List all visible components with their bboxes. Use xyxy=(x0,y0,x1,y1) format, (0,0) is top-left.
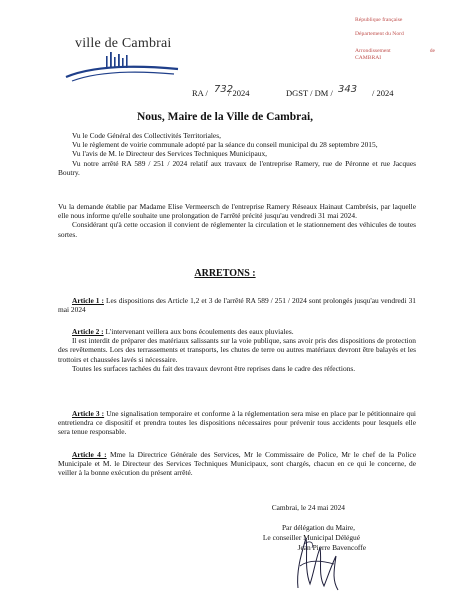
article-2-paragraph: Toutes les surfaces tachées du fait des travaux devront être reprises dans le cadre des réfections. xyxy=(72,363,356,373)
arrondissement-de: de xyxy=(429,48,435,54)
article-text: Une signalisation temporaire et conforme à la réglementation sera mise en place par le pétitionnaire qui entretiendra ce dispositif et prendra toutes les dispositions nécessaires pour prévenir tous accidents pour lesquels elle sera tenue responsable. xyxy=(58,409,416,437)
considerations-block xyxy=(58,131,416,177)
signatory-name: Jean Pierre Bavencoffe xyxy=(297,543,366,552)
arretons-heading: ARRETONS : xyxy=(194,268,256,279)
ra-label: RA / xyxy=(192,88,208,98)
consideration-line: Vu l'avis de M. le Directeur des Services Techniques Municipaux, xyxy=(72,149,268,159)
dgst-number: 343 xyxy=(338,84,358,95)
article-label: Article 1 : xyxy=(72,296,104,305)
city-logo-text: ville de Cambrai xyxy=(75,36,172,51)
arrondissement-block xyxy=(355,48,435,63)
considerant-paragraph: Considérant qu'à cette occasion il convient de réglementer la circulation et le stationnement des véhicules de toutes sortes. xyxy=(58,220,416,239)
signatory-role: Le conseiller Municipal Délégué xyxy=(262,533,360,542)
article-text: Mme la Directrice Générale des Services, Mr le Commissaire de Police, Mr le chef de la Police Municipale et M. le Directeur des Services Techniques Municipaux, sont chargés, chacun en ce qui le concerne, de veiller à la bonne exécution du présent arrêté. xyxy=(58,450,416,478)
document-title: Nous, Maire de la Ville de Cambrai, xyxy=(136,111,314,123)
place-date: Cambrai, le 24 mai 2024 xyxy=(271,503,345,512)
dgst-year: / 2024 xyxy=(372,88,394,98)
article-text: L'intervenant veillera aux bons écoulements des eaux pluviales. xyxy=(105,327,294,336)
article-2-paragraph: Il est interdit de préparer des matériaux salissants sur la voie publique, sans avoir pris des dispositions de protection des revêtements. Lors des terrassements et transports, les chutes de terre ou autres matériaux devront être balayés et les trottoirs et chaussées lavés si nécessaire. xyxy=(58,336,416,364)
article-label: Article 4 : xyxy=(72,450,107,459)
article-label: Article 3 : xyxy=(72,409,105,418)
arrondissement-name: CAMBRAI xyxy=(355,55,382,62)
cathedral-skyline-icon xyxy=(62,50,182,84)
republique-label: République française xyxy=(355,17,403,23)
delegation-line: Par délégation du Maire, xyxy=(281,523,355,532)
departement-label: Département du Nord xyxy=(355,31,404,37)
article-1 xyxy=(58,296,416,314)
reference-line xyxy=(0,84,450,100)
city-logo xyxy=(62,36,182,78)
consideration-line: Vu le règlement de voirie communale adopté par la séance du conseil municipal du 28 septembre 2015, xyxy=(72,140,378,150)
handwritten-signature xyxy=(292,530,342,594)
dgst-label: DGST / DM / xyxy=(286,88,333,98)
article-label: Article 2 : xyxy=(72,327,104,336)
consideration-line: Vu le Code Général des Collectivités Territoriales, xyxy=(72,131,221,140)
article-2 xyxy=(58,327,416,373)
ra-year: / 2024 xyxy=(228,88,250,98)
consideration-line: Vu notre arrêté RA 589 / 251 / 2024 relatif aux travaux de l'entreprise Ramery, rue de Péronne et rue Jacques Boutry. xyxy=(58,158,416,177)
article-4 xyxy=(58,450,416,478)
request-paragraph: Vu la demande établie par Madame Elise Vermeersch de l'entreprise Ramery Réseaux Hainaut Cambrésis, par laquelle elle nous informe qu'elle souhaite une prolongation de l'arrêté précité jusqu'au vendredi 31 mai 2024. xyxy=(58,202,416,221)
arrondissement-label: Arrondissement xyxy=(355,48,391,54)
request-block xyxy=(58,202,416,239)
article-text: Les dispositions des Article 1,2 et 3 de l'arrêté RA 589 / 251 / 2024 sont prolongés jusqu'au vendredi 31 mai 2024 xyxy=(58,296,416,315)
article-3 xyxy=(58,409,416,437)
ra-number: 732 xyxy=(214,84,234,95)
